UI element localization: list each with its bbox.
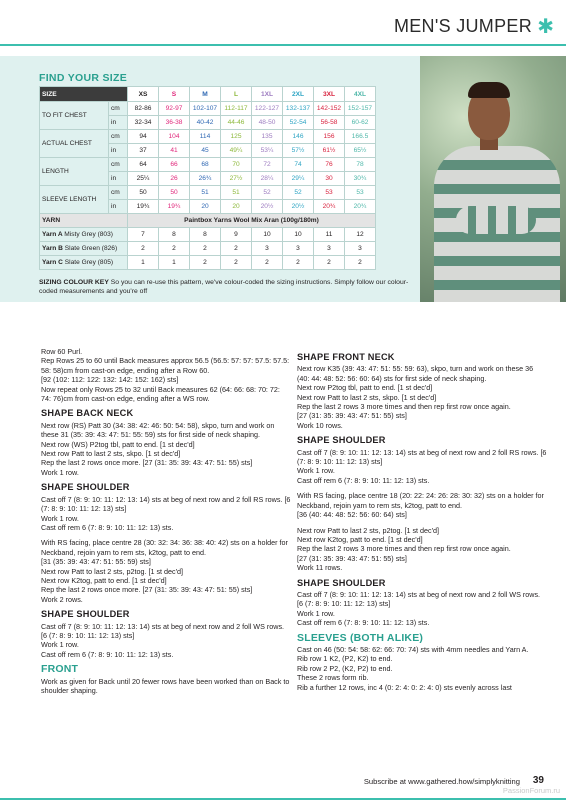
size-value: 20	[221, 200, 252, 214]
yarn-row	[40, 242, 376, 256]
unit-cell: cm	[109, 186, 128, 200]
size-value: 41	[159, 144, 190, 158]
size-value: 52	[283, 186, 314, 200]
size-value: 104	[159, 130, 190, 144]
size-value: 53¼	[252, 144, 283, 158]
yarn-quantity: 3	[345, 242, 376, 256]
size-header-xs: XS	[128, 87, 159, 102]
size-value: 66	[159, 158, 190, 172]
size-value: 64	[128, 158, 159, 172]
subscribe-text: Subscribe at www.gathered.how/simplyknitting	[363, 777, 520, 786]
yarn-row-label: Yarn A Misty Grey (803)	[40, 228, 128, 242]
yarn-quantity: 11	[314, 228, 345, 242]
table-row	[40, 102, 376, 116]
size-value: 29¼	[283, 172, 314, 186]
size-value: 53	[345, 186, 376, 200]
key-text: So you can re-use this pattern, we've colour-coded the sizing instructions. Simply follow our colour-coded measurements and you're off	[39, 279, 409, 295]
instruction-text: Work 10 rows.	[297, 420, 343, 430]
instruction-text: Rep Rows 25 to 60 until Back measures approx 56.5 (56.5: 57: 57: 57.5: 57.5: 58: 58)cm from cast-on edge, ending after a Row 60.	[41, 356, 290, 375]
instruction-text: Cast off 7 (8: 9: 10: 11: 12: 13: 14) sts at beg of next row and 2 foll RS rows. [6 (7: 8: 9: 10: 11: 12: 13) sts]	[297, 447, 547, 467]
size-value: 146	[283, 130, 314, 144]
yarn-quantity: 12	[345, 228, 376, 242]
instruction-text: Next row Patt to last 2 sts, skpo. [1 st dec'd]	[41, 449, 181, 459]
instruction-text: Now repeat only Rows 25 to 32 until Back measures 62 (64: 66: 68: 70: 72: 74: 76)cm from cast-on edge, ending after a WS row.	[41, 384, 280, 404]
size-header-2xl: 2XL	[283, 87, 314, 102]
yarn-quantity: 9	[221, 228, 252, 242]
size-value: 50	[128, 186, 159, 200]
unit-cell: cm	[109, 130, 128, 144]
size-value: 49¼	[221, 144, 252, 158]
size-value: 27½	[221, 172, 252, 186]
instruction-text: Work 1 row.	[297, 466, 335, 476]
size-value: 45	[190, 144, 221, 158]
yarn-quantity: 2	[314, 256, 345, 270]
instruction-text: [92 (102: 112: 122: 132: 142: 152: 162) sts]	[41, 375, 179, 385]
size-value: 20¾	[314, 200, 345, 214]
size-value: 30	[314, 172, 345, 186]
instruction-text: Next row K35 (39: 43: 47: 51: 55: 59: 63), skpo, turn and work on these 36 (40: 44: 48: 52: 56: 60: 64) sts for first side of neck shaping.	[297, 364, 534, 383]
unit-cell: cm	[109, 158, 128, 172]
size-header-m: M	[190, 87, 221, 102]
size-value: 30¾	[345, 172, 376, 186]
instruction-text: Rib a further 12 rows, inc 4 (0: 2: 4: 0: 2: 4: 0) sts evenly across last	[297, 682, 512, 692]
yarn-quantity: 2	[190, 256, 221, 270]
unit-cell: in	[109, 172, 128, 186]
instruction-text: Cast on 46 (50: 54: 58: 62: 66: 70: 74) sts with 4mm needles and Yarn A.	[297, 644, 529, 654]
size-value: 20¾	[345, 200, 376, 214]
yarn-quantity: 2	[221, 242, 252, 256]
instruction-text: Next row Patt to last 2 sts, p2tog. [1 st dec'd]	[41, 566, 183, 576]
yarn-quantity: 2	[345, 256, 376, 270]
instruction-text: Next row K2tog, patt to end. [1 st dec'd]	[297, 534, 423, 544]
measurement-label: SLEEVE LENGTH	[40, 186, 109, 214]
instruction-text: Rep the last 2 rows 3 more times and then rep first row once again.	[297, 544, 511, 554]
table-row	[40, 130, 376, 144]
unit-cell: in	[109, 116, 128, 130]
yarn-quantity: 2	[128, 242, 159, 256]
size-value: 26	[159, 172, 190, 186]
instruction-text: [27 (31: 35: 39: 43: 47: 51: 55) sts]	[297, 553, 407, 563]
instruction-text: Rib row 2 P2, (K2, P2) to end.	[297, 663, 393, 673]
instruction-text: With RS facing, place centre 28 (30: 32: 34: 36: 38: 40: 42) sts on a holder for Neckband, rejoin yarn to rem sts, k2tog, patt to end.	[41, 538, 288, 557]
instruction-text: Next row Patt to last 2 sts, skpo. [1 st dec'd]	[297, 392, 437, 402]
size-value: 92-97	[159, 102, 190, 116]
size-value: 57½	[283, 144, 314, 158]
size-value: 50	[159, 186, 190, 200]
yarn-row-label: Yarn B Slate Green (826)	[40, 242, 128, 256]
page-number: 39	[532, 775, 544, 786]
instruction-text: Row 60 Purl.	[41, 347, 83, 356]
size-value: 61½	[314, 144, 345, 158]
size-value: 60-62	[345, 116, 376, 130]
instruction-text: Rep the last 2 rows once more. [27 (31: 35: 39: 43: 47: 51: 55) sts]	[41, 585, 253, 595]
instruction-text: Cast off rem 6 (7: 8: 9: 10: 11: 12: 13) sts.	[41, 522, 174, 532]
size-value: 114	[190, 130, 221, 144]
instruction-text: Work 2 rows.	[41, 594, 83, 604]
size-value: 125	[221, 130, 252, 144]
size-value: 68	[190, 158, 221, 172]
size-value: 48-50	[252, 116, 283, 130]
size-value: 36-38	[159, 116, 190, 130]
yarn-quantity: 2	[190, 242, 221, 256]
yarn-header-row	[40, 214, 376, 228]
right-column	[297, 347, 547, 692]
yarn-quantity: 2	[283, 256, 314, 270]
instruction-text: Cast off 7 (8: 9: 10: 11: 12: 13: 14) sts at beg of next row and 2 foll WS rows. [6 (7: 8: 9: 10: 11: 12: 13) sts]	[41, 621, 285, 640]
size-value: 20½	[283, 200, 314, 214]
size-value: 52	[252, 186, 283, 200]
size-header-3xl: 3XL	[314, 87, 345, 102]
size-value: 132-137	[283, 102, 314, 116]
instruction-text: Work 1 row.	[297, 608, 335, 618]
page-footer	[0, 770, 566, 800]
instruction-text: Next row K2tog, patt to end. [1 st dec'd]	[41, 575, 167, 585]
size-value: 152-157	[345, 102, 376, 116]
size-value: 78	[345, 158, 376, 172]
size-value: 44-46	[221, 116, 252, 130]
instruction-text: Rep the last 2 rows once more. [27 (31: 35: 39: 43: 47: 51: 55) sts]	[41, 458, 253, 468]
size-value: 52-54	[283, 116, 314, 130]
size-value: 56-58	[314, 116, 345, 130]
instruction-text: Work 1 row.	[41, 467, 79, 477]
size-value: 26¾	[190, 172, 221, 186]
instruction-text: Rep the last 2 rows 3 more times and then rep first row once again.	[297, 402, 511, 412]
yarn-row	[40, 256, 376, 270]
yarn-quantity: 2	[159, 242, 190, 256]
instruction-text: Next row P2tog tbl, patt to end. [1 st dec'd]	[297, 383, 433, 393]
size-value: 72	[252, 158, 283, 172]
size-value: 53	[314, 186, 345, 200]
size-value: 25¼	[128, 172, 159, 186]
measurement-label: TO FIT CHEST	[40, 102, 109, 130]
size-header-1xl: 1XL	[252, 87, 283, 102]
size-value: 40-42	[190, 116, 221, 130]
size-value: 156	[314, 130, 345, 144]
size-value: 112-117	[221, 102, 252, 116]
key-title: SIZING COLOUR KEY	[39, 279, 109, 286]
size-value: 19¾	[159, 200, 190, 214]
size-header-label: SIZE	[40, 87, 128, 102]
yarn-quantity: 1	[159, 256, 190, 270]
page-title: MEN'S JUMPER	[393, 16, 532, 36]
instruction-text: [27 (31: 35: 39: 43: 47: 51: 55) sts]	[297, 411, 407, 421]
table-row	[40, 186, 376, 200]
size-value: 82-86	[128, 102, 159, 116]
size-value: 37	[128, 144, 159, 158]
size-value: 70	[221, 158, 252, 172]
size-value: 122-127	[252, 102, 283, 116]
yarn-quantity: 2	[221, 256, 252, 270]
instruction-text: Next row Patt to last 2 sts, p2tog. [1 st dec'd]	[297, 525, 439, 535]
subsection-heading: SHAPE SHOULDER	[41, 609, 130, 620]
subsection-heading: SHAPE BACK NECK	[41, 408, 134, 419]
size-value: 166.5	[345, 130, 376, 144]
yarn-quantity: 7	[128, 228, 159, 242]
size-value: 32-34	[128, 116, 159, 130]
size-value: 94	[128, 130, 159, 144]
instruction-text: Work 11 rows.	[297, 563, 343, 573]
size-header-l: L	[221, 87, 252, 102]
instruction-text: Work 1 row.	[41, 640, 79, 650]
instruction-text: [36 (40: 44: 48: 52: 56: 60: 64) sts]	[297, 510, 407, 520]
size-value: 76	[314, 158, 345, 172]
yarn-quantity: 3	[252, 242, 283, 256]
size-value: 51	[190, 186, 221, 200]
subsection-heading: SHAPE FRONT NECK	[297, 352, 395, 362]
unit-cell: cm	[109, 102, 128, 116]
unit-cell: in	[109, 200, 128, 214]
yarn-quantity: 8	[190, 228, 221, 242]
yarn-quantity: 1	[128, 256, 159, 270]
instruction-text: Next row (RS) Patt 30 (34: 38: 42: 46: 50: 54: 58), skpo, turn and work on these 31 (35: 39: 43: 47: 51: 55: 59) sts for first side of neck shaping.	[41, 420, 275, 440]
size-value: 135	[252, 130, 283, 144]
star-icon: ✱	[537, 16, 554, 38]
subsection-heading: SHAPE SHOULDER	[297, 577, 386, 588]
size-value: 20½	[252, 200, 283, 214]
instruction-text: Cast off rem 6 (7: 8: 9: 10: 11: 12: 13) sts.	[297, 475, 430, 485]
size-value: 20	[190, 200, 221, 214]
yarn-quantity: 2	[252, 256, 283, 270]
instruction-text: Work as given for Back until 20 fewer rows have been worked than on Back to shoulder shaping.	[41, 676, 290, 695]
size-value: 102-107	[190, 102, 221, 116]
unit-cell: in	[109, 144, 128, 158]
yarn-quantity: 10	[283, 228, 314, 242]
table-row	[40, 158, 376, 172]
instruction-text: Work 1 row.	[41, 513, 79, 523]
subsection-heading: SHAPE SHOULDER	[297, 435, 386, 446]
yarn-name: Paintbox Yarns Wool Mix Aran (100g/180m)	[128, 214, 376, 228]
size-value: 19¾	[128, 200, 159, 214]
yarn-quantity: 8	[159, 228, 190, 242]
yarn-label: YARN	[40, 214, 128, 228]
instruction-text: Cast off 7 (8: 9: 10: 11: 12: 13: 14) sts at beg of next row and 2 foll RS rows. [6 (7: 8: 9: 10: 11: 12: 13) sts]	[41, 494, 291, 514]
left-column	[41, 347, 291, 695]
yarn-quantity: 3	[283, 242, 314, 256]
size-panel-title: FIND YOUR SIZE	[39, 72, 128, 84]
model-photo	[420, 56, 566, 302]
instruction-text: [31 (35: 39: 43: 47: 51: 55: 59) sts]	[41, 557, 151, 567]
instruction-text: Next row (WS) P2tog tbl, patt to end. [1 st dec'd]	[41, 439, 195, 449]
page-header	[0, 0, 566, 52]
size-value: 65½	[345, 144, 376, 158]
measurement-label: ACTUAL CHEST	[40, 130, 109, 158]
header-rule	[0, 44, 566, 46]
instruction-text: These 2 rows form rib.	[297, 673, 369, 683]
size-value: 142-152	[314, 102, 345, 116]
instruction-text: Rib row 1 K2, (P2, K2) to end.	[297, 654, 393, 664]
yarn-quantity: 3	[314, 242, 345, 256]
size-value: 28¼	[252, 172, 283, 186]
instruction-text: Cast off rem 6 (7: 8: 9: 10: 11: 12: 13) sts.	[41, 649, 174, 659]
instruction-text: Cast off rem 6 (7: 8: 9: 10: 11: 12: 13) sts.	[297, 618, 430, 628]
size-header-4xl: 4XL	[345, 87, 376, 102]
size-header-s: S	[159, 87, 190, 102]
yarn-quantity: 10	[252, 228, 283, 242]
section-heading: SLEEVES (BOTH ALIKE)	[297, 631, 424, 644]
watermark: PassionForum.ru	[502, 786, 560, 795]
sizing-colour-key	[39, 278, 411, 296]
instruction-text: With RS facing, place centre 18 (20: 22: 24: 26: 28: 30: 32) sts on a holder for Neckband, rejoin yarn to rem sts, k2tog, patt to end.	[297, 491, 544, 510]
section-heading: FRONT	[41, 663, 79, 676]
yarn-row-label: Yarn C Slate Grey (805)	[40, 256, 128, 270]
size-value: 51	[221, 186, 252, 200]
size-table	[39, 86, 376, 270]
subsection-heading: SHAPE SHOULDER	[41, 482, 130, 493]
instruction-text: Cast off 7 (8: 9: 10: 11: 12: 13: 14) sts at beg of next row and 2 foll WS rows. [6 (7: 8: 9: 10: 11: 12: 13) sts]	[297, 589, 541, 609]
yarn-row	[40, 228, 376, 242]
size-value: 74	[283, 158, 314, 172]
measurement-label: LENGTH	[40, 158, 109, 186]
